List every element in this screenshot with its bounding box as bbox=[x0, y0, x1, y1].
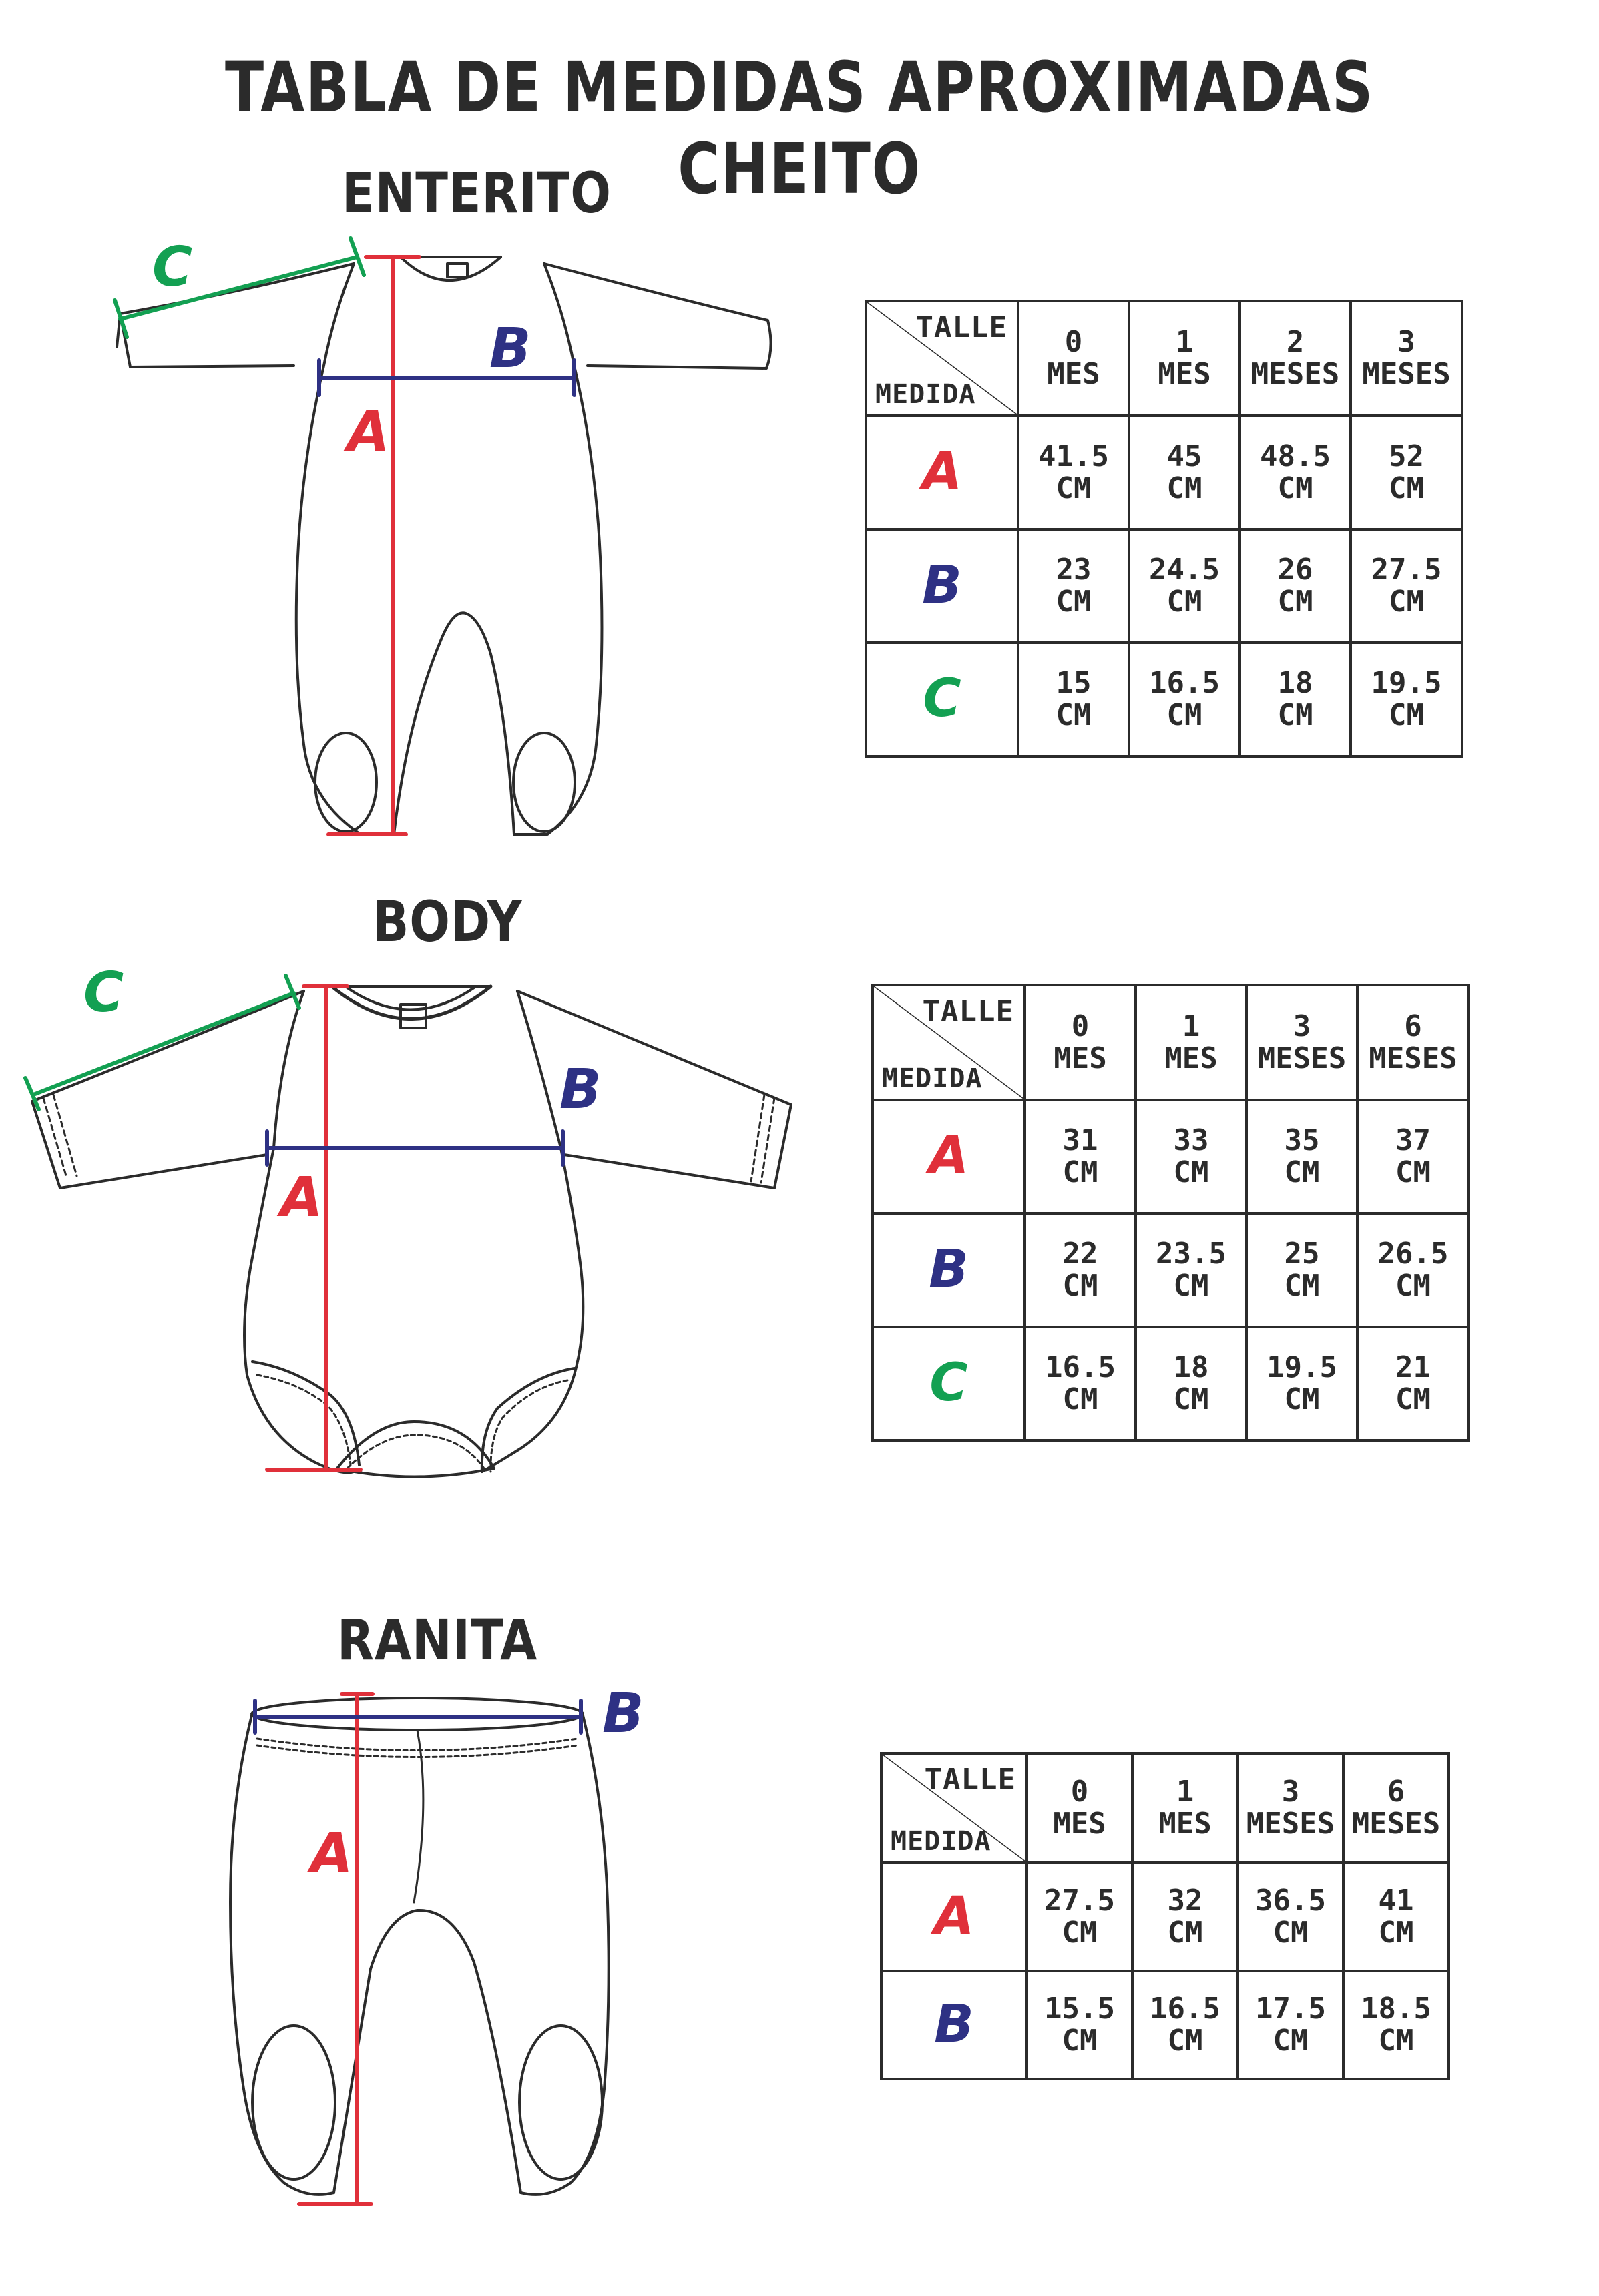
size-header: 1 MES bbox=[1132, 1753, 1238, 1863]
row-label-a: A bbox=[873, 1100, 1025, 1213]
size-header: 0 MES bbox=[1025, 985, 1136, 1100]
section-title-body: BODY bbox=[373, 889, 523, 954]
enterito-diagram bbox=[0, 227, 801, 854]
row-label-c: C bbox=[866, 643, 1018, 756]
ranita-measure-b bbox=[255, 1701, 581, 1733]
header-talle: TALLE bbox=[922, 994, 1014, 1029]
table-cell: 36.5 CM bbox=[1238, 1863, 1343, 1971]
table-cell: 33 CM bbox=[1136, 1100, 1246, 1213]
table-cell: 35 CM bbox=[1246, 1100, 1357, 1213]
size-header: 2 MESES bbox=[1240, 301, 1351, 416]
ranita-label-a: A bbox=[310, 1822, 353, 1886]
table-cell: 16.5 CM bbox=[1132, 1971, 1238, 2079]
enterito-measure-b bbox=[319, 360, 574, 395]
size-header: 3 MESES bbox=[1246, 985, 1357, 1100]
table-header-corner bbox=[881, 1753, 1027, 1863]
table-cell: 26.5 CM bbox=[1357, 1213, 1469, 1327]
table-cell: 18 CM bbox=[1240, 643, 1351, 756]
table-row-c bbox=[873, 1327, 1469, 1440]
table-row-a bbox=[881, 1863, 1449, 1971]
table-cell: 16.5 CM bbox=[1129, 643, 1240, 756]
body-diagram bbox=[0, 934, 815, 1502]
table-cell: 32 CM bbox=[1132, 1863, 1238, 1971]
table-cell: 15 CM bbox=[1018, 643, 1129, 756]
table-cell: 37 CM bbox=[1357, 1100, 1469, 1213]
table-row-b bbox=[866, 529, 1462, 643]
table-cell: 18 CM bbox=[1136, 1327, 1246, 1440]
header-medida: MEDIDA bbox=[891, 1826, 991, 1857]
table-cell: 48.5 CM bbox=[1240, 416, 1351, 529]
header-talle: TALLE bbox=[924, 1763, 1016, 1797]
table-cell: 41.5 CM bbox=[1018, 416, 1129, 529]
size-header: 6 MESES bbox=[1343, 1753, 1449, 1863]
size-table-body bbox=[871, 984, 1470, 1442]
section-title-ranita: RANITA bbox=[337, 1607, 538, 1673]
row-label-b: B bbox=[873, 1213, 1025, 1327]
body-label-c: C bbox=[83, 961, 124, 1025]
table-cell: 27.5 CM bbox=[1027, 1863, 1132, 1971]
ranita-diagram bbox=[0, 1669, 668, 2223]
table-cell: 52 CM bbox=[1351, 416, 1462, 529]
size-table-enterito bbox=[865, 300, 1463, 758]
size-header: 6 MESES bbox=[1357, 985, 1469, 1100]
table-cell: 25 CM bbox=[1246, 1213, 1357, 1327]
table-row-b bbox=[881, 1971, 1449, 2079]
table-header-corner bbox=[866, 301, 1018, 416]
table-cell: 24.5 CM bbox=[1129, 529, 1240, 643]
row-label-a: A bbox=[881, 1863, 1027, 1971]
body-label-b: B bbox=[559, 1058, 602, 1121]
row-label-b: B bbox=[866, 529, 1018, 643]
table-cell: 19.5 CM bbox=[1246, 1327, 1357, 1440]
table-cell: 45 CM bbox=[1129, 416, 1240, 529]
table-cell: 17.5 CM bbox=[1238, 1971, 1343, 2079]
enterito-left-side bbox=[296, 264, 394, 834]
enterito-label-c: C bbox=[152, 236, 193, 299]
size-header: 1 MES bbox=[1129, 301, 1240, 416]
table-cell: 31 CM bbox=[1025, 1100, 1136, 1213]
size-header: 0 MES bbox=[1018, 301, 1129, 416]
section-title-enterito: ENTERITO bbox=[342, 160, 612, 226]
row-label-a: A bbox=[866, 416, 1018, 529]
table-cell: 21 CM bbox=[1357, 1327, 1469, 1440]
header-medida: MEDIDA bbox=[882, 1063, 983, 1094]
body-measure-b bbox=[267, 1131, 563, 1165]
table-cell: 22 CM bbox=[1025, 1213, 1136, 1327]
size-header: 0 MES bbox=[1027, 1753, 1132, 1863]
page-title: TABLA DE MEDIDAS APROXIMADAS CHEITO bbox=[225, 47, 1374, 210]
header-medida: MEDIDA bbox=[875, 379, 976, 410]
table-row-a bbox=[866, 416, 1462, 529]
table-cell: 23 CM bbox=[1018, 529, 1129, 643]
enterito-measure-a bbox=[328, 257, 419, 834]
table-cell: 26 CM bbox=[1240, 529, 1351, 643]
body-label-a: A bbox=[280, 1166, 323, 1229]
enterito-label-a: A bbox=[347, 400, 390, 464]
body-measure-c bbox=[25, 976, 299, 1109]
enterito-right-sleeve bbox=[544, 264, 771, 368]
table-cell: 19.5 CM bbox=[1351, 643, 1462, 756]
enterito-label-b: B bbox=[489, 317, 531, 380]
row-label-b: B bbox=[881, 1971, 1027, 2079]
table-cell: 23.5 CM bbox=[1136, 1213, 1246, 1327]
table-header-corner bbox=[873, 985, 1025, 1100]
header-talle: TALLE bbox=[915, 310, 1007, 344]
table-row-c bbox=[866, 643, 1462, 756]
size-table-ranita bbox=[880, 1752, 1450, 2080]
table-cell: 16.5 CM bbox=[1025, 1327, 1136, 1440]
table-cell: 41 CM bbox=[1343, 1863, 1449, 1971]
ranita-measure-a bbox=[299, 1694, 373, 2204]
ranita-label-b: B bbox=[602, 1682, 644, 1745]
size-header: 3 MESES bbox=[1238, 1753, 1343, 1863]
size-header: 1 MES bbox=[1136, 985, 1246, 1100]
table-row-a bbox=[873, 1100, 1469, 1213]
row-label-c: C bbox=[873, 1327, 1025, 1440]
size-header: 3 MESES bbox=[1351, 301, 1462, 416]
table-row-b bbox=[873, 1213, 1469, 1327]
table-cell: 15.5 CM bbox=[1027, 1971, 1132, 2079]
table-cell: 27.5 CM bbox=[1351, 529, 1462, 643]
table-cell: 18.5 CM bbox=[1343, 1971, 1449, 2079]
